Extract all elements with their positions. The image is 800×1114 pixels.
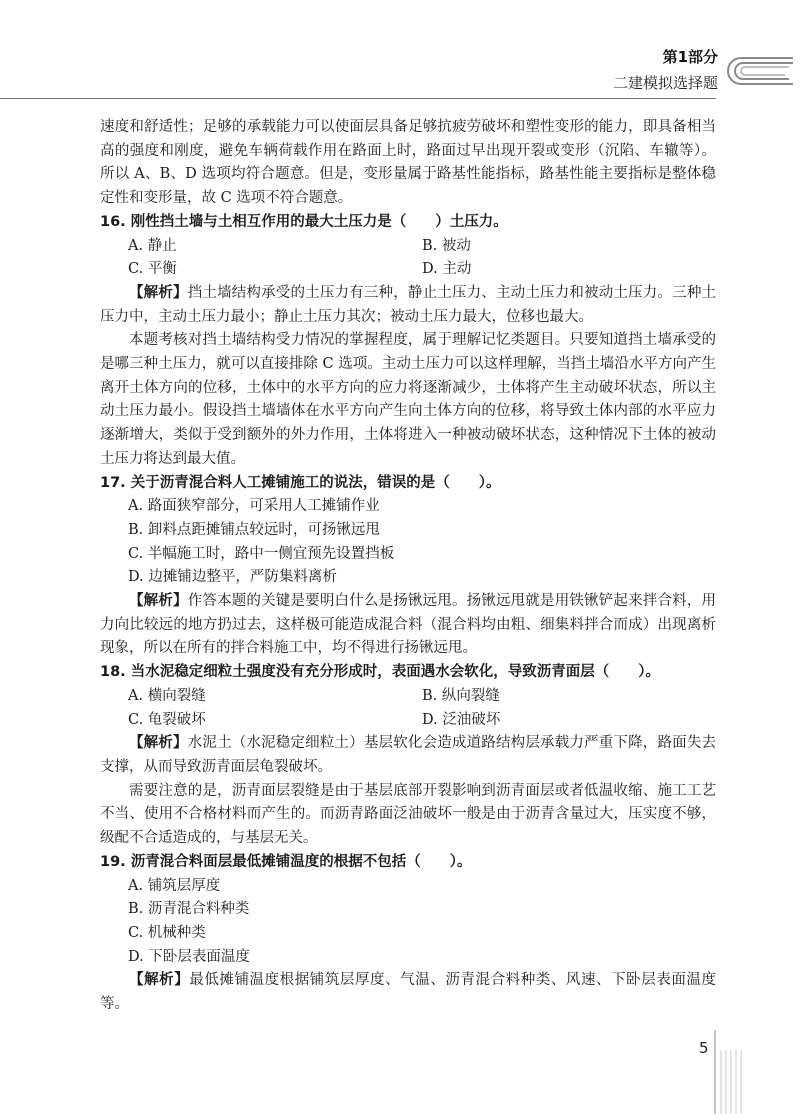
option-b: B. 被动 — [422, 237, 471, 254]
question-17-analysis — [100, 590, 716, 661]
question-19-options — [128, 875, 716, 970]
analysis-label: 【解析】 — [129, 735, 188, 752]
header-section-title: 二建模拟选择题 — [612, 74, 718, 92]
analysis-text: 水泥土（水泥稳定细粒土）基层软化会造成道路结构层承载力严重下降，路面失去支撑，从而导致沥青面层龟裂破坏。 — [100, 735, 716, 775]
question-19-stem: 19. 沥青混合料面层最低摊铺温度的根据不包括（ ）。 — [100, 853, 472, 870]
option-a: A. 路面狭窄部分，可采用人工摊铺作业 — [128, 498, 380, 515]
option-c: C. 机械种类 — [128, 924, 206, 941]
option-d: D. 边摊铺边整平，严防集料离析 — [128, 569, 337, 586]
question-18-analysis — [100, 732, 716, 779]
option-a: A. 横向裂缝 — [128, 687, 206, 704]
option-d: D. 泛油破坏 — [422, 711, 501, 728]
paperclip-icon — [715, 50, 795, 90]
analysis-text: 最低摊铺温度根据铺筑层厚度、气温、沥青混合料种类、风速、下卧层表面温度等。 — [100, 972, 716, 1013]
page-edge-stripes — [707, 1030, 800, 1114]
question-18-extra: 需要注意的是，沥青面层裂缝是由于基层底部开裂影响到沥青面层或者低温收缩、施工工艺不当、使用不合格材料而产生的。而沥青路面泛油破坏一般是由于沥青含量过大，压实度不够，级配不合适造成的，与基层无关。 — [100, 782, 716, 847]
header-part-label: 第1部分 — [662, 48, 718, 66]
page-number: 5 — [699, 1039, 709, 1057]
header-divider — [0, 98, 716, 99]
question-19-analysis — [100, 969, 716, 1016]
option-d: D. 下卧层表面温度 — [128, 948, 250, 965]
option-c: C. 半幅施工时，路中一侧宜预先设置挡板 — [128, 545, 395, 562]
question-16-extra: 本题考核对挡土墙结构受力情况的掌握程度，属于理解记忆类题目。只要知道挡土墙承受的是哪三种土压力，就可以直接排除 C 选项。主动土压力可以这样理解，当挡土墙沿水平方向产生离开土体方向的位移，土体中的水平方向的应力将逐渐减少，土体将产生主动破坏状态，所以主动土压力最小。假设挡土墙墙体在水平方向产生向土体方向的位移，将导致土体内部的水平应力逐渐增大，类似于受到额外的外力作用，土体将进入一种被动破坏状态，这种情况下土体的被动土压力将达到最大值。 — [100, 332, 716, 467]
option-d: D. 主动 — [422, 261, 472, 278]
question-18-stem: 18. 当水泥稳定细粒土强度没有充分形成时，表面遇水会软化，导致沥青面层（ ）。 — [100, 664, 660, 681]
question-16-options — [128, 235, 716, 282]
question-16-analysis — [100, 282, 716, 329]
question-17-options — [128, 495, 716, 590]
analysis-text: 作答本题的关键是要明白什么是扬锹远甩。扬锹远甩就是用铁锹铲起来拌合料，用力向比较远的地方扔过去，这样极可能造成混合料（混合料均由粗、细集料拌合而成）出现离析现象，所以在所有的拌合料施工中，均不得进行扬锹远甩。 — [100, 593, 716, 657]
question-18-options — [128, 685, 716, 732]
analysis-label: 【解析】 — [129, 972, 190, 989]
question-16-stem: 16. 刚性挡土墙与土相互作用的最大土压力是（ ）土压力。 — [100, 213, 508, 230]
option-b: B. 沥青混合料种类 — [128, 901, 250, 918]
analysis-text: 挡土墙结构承受的土压力有三种，静止土压力、主动土压力和被动土压力。三种土压力中，主动土压力最小；静止土压力其次；被动土压力最大，位移也最大。 — [100, 284, 716, 325]
analysis-label: 【解析】 — [129, 593, 188, 610]
page-content — [100, 116, 716, 1017]
option-b: B. 纵向裂缝 — [422, 687, 500, 704]
option-a: A. 铺筑层厚度 — [128, 877, 221, 894]
option-b: B. 卸料点距摊铺点较远时，可扬锹远甩 — [128, 521, 380, 538]
option-a: A. 静止 — [128, 237, 177, 254]
analysis-label: 【解析】 — [129, 284, 188, 301]
option-c: C. 龟裂破坏 — [128, 711, 206, 728]
option-c: C. 平衡 — [128, 261, 177, 278]
question-17-stem: 17. 关于沥青混合料人工摊铺施工的说法，错误的是（ ）。 — [100, 474, 501, 491]
continuation-paragraph: 速度和舒适性；足够的承载能力可以使面层具备足够抗疲劳破坏和塑性变形的能力，即具备相当高的强度和刚度，避免车辆荷载作用在路面上时，路面过早出现开裂或变形（沉陷、车辙等）。所以 A、B、D 选项均符合题意。但是，变形量属于路基性能指标，路基性能主要指标是整体稳定性和变形量，故 C 选项不符合题意。 — [100, 119, 716, 207]
